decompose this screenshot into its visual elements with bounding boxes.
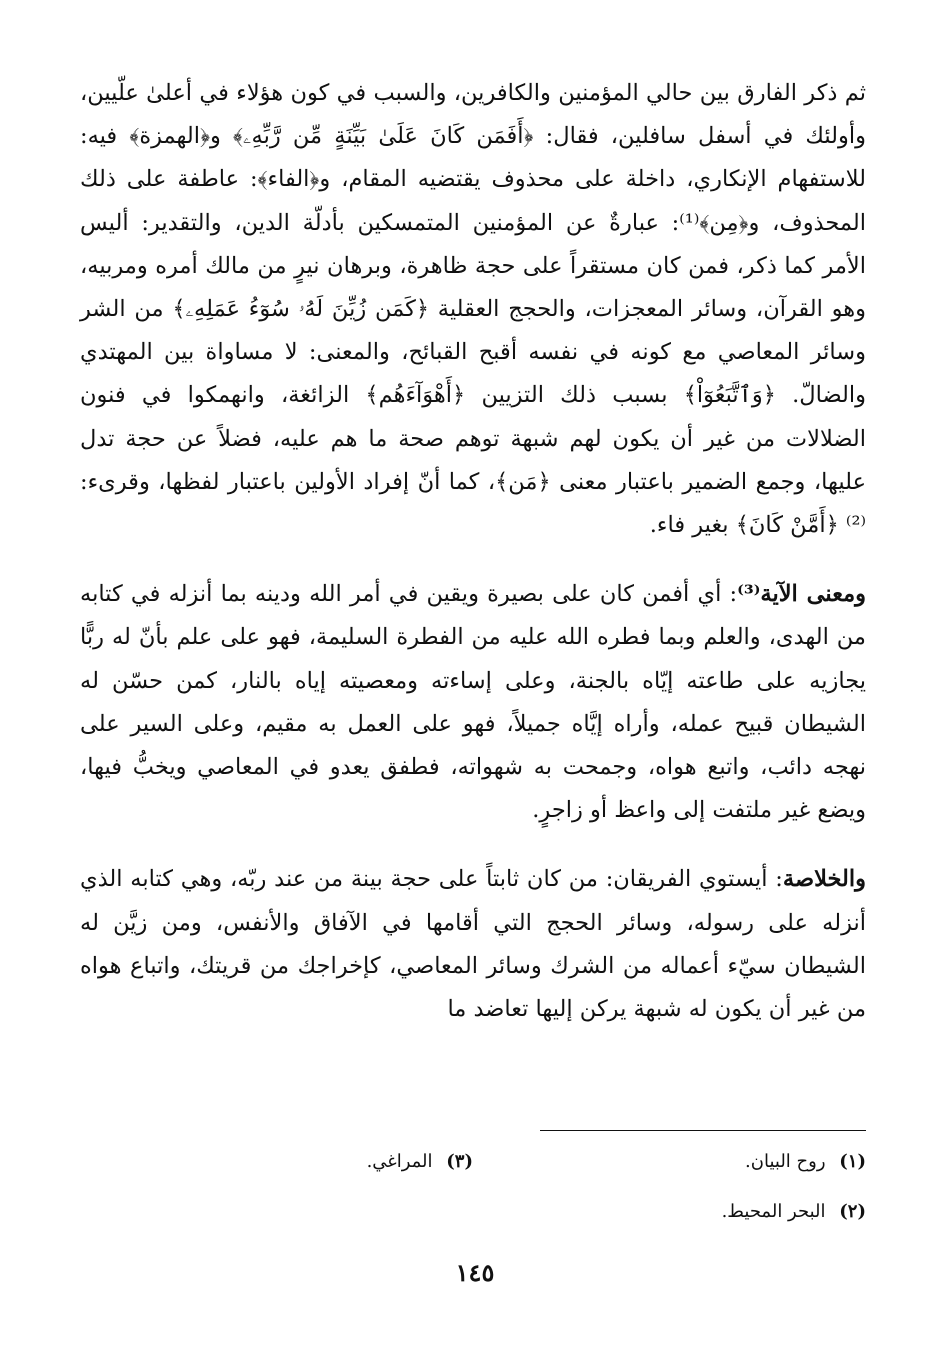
footnote-number: (٣) — [446, 1151, 473, 1172]
paragraph-1: ثم ذكر الفارق بين حالي المؤمنين والكافرين، والسبب في كون هؤلاء في أعلىٰ علّيين، وأولئك في أسفل سافلين، فقال: ﴿أَفَمَن كَانَ عَلَىٰ بَيِّنَةٍ مِّن رَّبِّهِۦ﴾ و﴿الهمزة﴾ فيه: للاستفهام الإنكاري، داخلة على محذوف يقتضيه المقام، و﴿الفاء﴾: عاطفة على ذلك المحذوف، و﴿مِن﴾⁽¹⁾: عبارةٌ عن المؤمنين المتمسكين بأدلّة الدين، والتقدير: أليس الأمر كما ذكر، فمن كان مستقراً على حجة ظاهرة، وبرهان نيرٍ من مالك أمره ومربيه، وهو القرآن، وسائر المعجزات، والحجج العقلية ﴿كَمَن زُيِّنَ لَهُۥ سُوٓءُ عَمَلِهِۦ﴾ من الشر وسائر المعاصي مع كونه في نفسه أقبح القبائح، والمعنى: لا مساواة بين المهتدي والضالّ. ﴿وَٱتَّبَعُوٓاْ﴾ بسبب ذلك التزيين ﴿أَهْوَآءَهُم﴾ الزائغة، وانهمكوا في فنون الضلالات من غير أن يكون لهم شبهة توهم صحة ما هم عليه، فضلاً عن حجة تدل عليها، وجمع الضمير باعتبار معنى ﴿مَن﴾، كما أنّ إفراد الأولين باعتبار لفظها، وقرىء:⁽²⁾ ﴿أَمَّنْ كَانَ﴾ بغير فاء. — [80, 80, 867, 539]
footnote-text: البحر المحيط. — [721, 1201, 826, 1222]
footnote-number: (١) — [839, 1151, 866, 1172]
paragraph-3 — [80, 858, 866, 1031]
footnote-3 — [80, 1148, 473, 1176]
paragraph-2 — [80, 573, 866, 832]
page-body — [80, 72, 866, 1031]
footnote-text: المراغي. — [366, 1151, 433, 1172]
paragraph-3-text: : أيستوي الفريقان: من كان ثابتاً على حجة بينة من عند ربّه، وهي كتابه الذي أنزله على رسوله، وسائر الحجج التي أقامها في الآفاق والأنفس، ومن زيَّن له الشيطان سيّء أعماله من الشرك وسائر المعاصي، كإخراجك من قريتك، واتباع هواه من غير أن يكون له شبهة يركن إليها تعاضد ما — [80, 866, 866, 1023]
paragraph-2-lead: ومعنى الآية⁽³⁾ — [737, 581, 866, 608]
footnote-divider — [540, 1130, 866, 1131]
page-number: ١٤٥ — [455, 1258, 495, 1287]
paragraph-3-lead: والخلاصة — [782, 866, 866, 893]
footnotes — [80, 1148, 866, 1248]
paragraph-2-text: : أي أفمن كان على بصيرة ويقين في أمر الله ودينه بما أنزله في كتابه من الهدى، والعلم وبما فطره الله عليه من الفطرة السليمة، فهو على علم بأنّ له ربًّا يجازيه على طاعته إيّاه بالجنة، وعلى إساءته ومعصيته إياه بالنار، كمن حسّن له الشيطان قبيح عمله، وأراه إيَّاه جميلاً، فهو على العمل به مقيم، وعلى السير على نهجه دائب، واتبع هواه، وجمحت به شهواته، فطفق يعدو في المعاصي ويخبُّ فيها، ويضع غير ملتفت إلى واعظ أو زاجرٍ. — [80, 581, 866, 824]
footnote-number: (٢) — [839, 1201, 866, 1222]
footnote-row — [80, 1198, 866, 1226]
footnote-row — [80, 1148, 866, 1176]
footnote-text: روح البيان. — [745, 1151, 826, 1172]
footnote-1 — [473, 1148, 866, 1176]
footnote-2 — [446, 1198, 866, 1226]
